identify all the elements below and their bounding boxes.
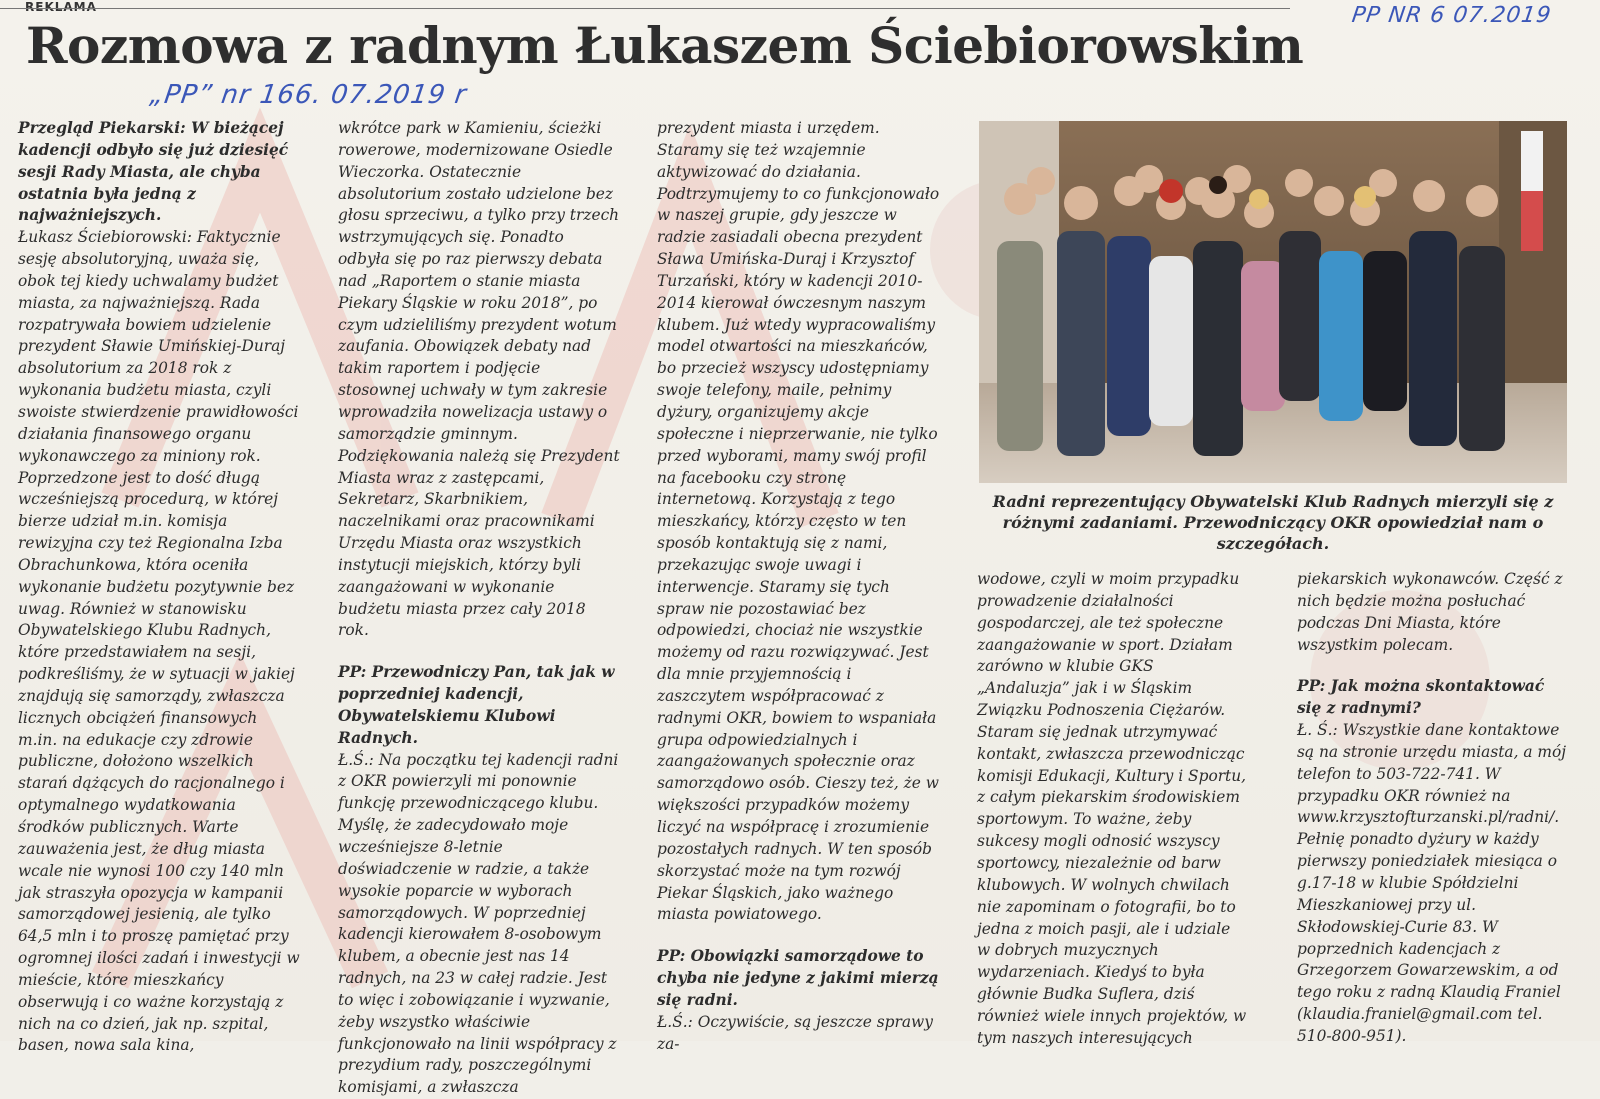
handwritten-note-right: PP NR 6 07.2019 <box>1350 3 1553 28</box>
group-photo <box>979 121 1567 483</box>
interview-answer: wodowe, czyli w moim przypadku prowadzenie działalności gospodarczej, ale też społeczne zaangażowanie w sport. Działam zarówno w klubie GKS „Andaluzja” jak i w Śląskim Związku Podnoszenia Ciężarów. Staram się jednak utrzymywać kontakt, zwłaszcza przewodnicząc komisji Edukacji, Kultury i Sportu, z całym piekarskim środowiskiem sportowym. To ważne, żeby sukcesy mogli odnosić wszyscy sportowcy, niezależnie od barw klubowych. W wolnych chwilach nie zapominam o fotografii, bo to jedna z moich pasji, ale i udziale w dobrych muzycznych wydarzeniach. Kiedyś to była głównie Budka Suflera, dziś również wiele innych projektów, w tym naszych interesujących <box>977 570 1247 1047</box>
paragraph-gap <box>338 642 620 662</box>
interview-answer: prezydent miasta i urzędem. Staramy się też wzajemnie aktywizować do działania. Podtrzymujemy to co funkcjonowało w naszej grupie, gdy jeszcze w radzie zasiadali obecna prezydent Sława Umińska-Duraj i Krzysztof Turzański, który w kadencji 2010-2014 kierował ówczesnym naszym klubem. Już wtedy wypracowaliśmy model otwartości na mieszkańców, bo przecież wszyscy udostępniamy swoje telefony, maile, pełnimy dyżury, organizujemy akcje społeczne i nieprzerwanie, nie tylko przed wyborami, mamy swój profil na facebooku czy stronę internetową. Korzystają z tego mieszkańcy, którzy często w ten sposób kontaktują się z nami, przekazując swoje uwagi i interwencje. Staramy się tych spraw nie pozostawiać bez odpowiedzi, chociaż nie wszystkie możemy od razu rozwiązywać. Jest dla mnie przyjemnością i zaszczytem współpracować z radnymi OKR, bowiem to wspaniała grupa odpowiedzialnych i zaangażowanych społecznie oraz samorządowo osób. Cieszy też, że w większości przypadków możemy liczyć na współpracę i zrozumienie pozostałych radnych. W ten sposób skorzystać może na tym rozwój Piekar Śląskich, jako ważnego miasta powiatowego. <box>657 119 940 924</box>
interview-question: PP: Jak można skontaktować się z radnymi? <box>1297 677 1545 718</box>
interview-answer: Ł.Ś.: Oczywiście, są jeszcze sprawy za- <box>657 1012 933 1053</box>
photo-caption: Radni reprezentujący Obywatelski Klub Radnych mierzyli się z różnymi zadaniami. Przewodniczący OKR opowiedział nam o szczegółach. <box>992 492 1554 553</box>
interview-question: Przegląd Piekarski: W bieżącej kadencji odbyło się już dziesięć sesji Rady Miasta, ale chyba ostatnia była jedną z najważniejszych. <box>18 119 289 225</box>
article-column-2 <box>338 118 620 1099</box>
top-rule <box>0 8 1290 9</box>
handwritten-note-left: „PP” nr 166. 07.2019 r <box>147 80 469 110</box>
interview-answer: Ł. Ś.: Wszystkie dane kontaktowe są na stronie urzędu miasta, a mój telefon to 503-722-741. W przypadku OKR również na www.krzysztofturzanski.pl/radni/. Pełnię ponadto dyżury w każdy pierwszy poniedziałek miesiąca o g.17-18 w klubie Spółdzielni Mieszkaniowej przy ul. Skłodowskiej-Curie 83. W poprzednich kadencjach z Grzegorzem Gowarzewskim, a od tego roku z radną Klaudią Franiel (klaudia.franiel@gmail.com tel. 510-800-951). <box>1297 721 1567 1045</box>
advertisement-label: REKLAMA <box>25 0 97 14</box>
headline: Rozmowa z radnym Łukaszem Ściebiorowskim <box>26 16 1304 75</box>
paragraph-gap <box>1297 656 1570 676</box>
interview-answer: wkrótce park w Kamieniu, ścieżki rowerowe, modernizowane Osiedle Wieczorka. Ostatecznie absolutorium zostało udzielone bez głosu sprzeciwu, a tylko przy trzech wstrzymujących się. Ponadto odbyła się po raz pierwszy debata nad „Raportem o stanie miasta Piekary Śląskie w roku 2018”, po czym udzieliliśmy prezydent wotum zaufania. Obowiązek debaty nad takim raportem i podjęcie stosownej uchwały w tym zakresie wprowadziła nowelizacja ustawy o samorządzie gminnym. Podziękowania należą się Prezydent Miasta wraz z zastępcami, Sekretarz, Skarbnikiem, naczelnikami oraz pracownikami Urzędu Miasta oraz wszystkich instytucji miejskich, którzy byli zaangażowani w wykonanie budżetu miasta przez cały 2018 rok. <box>338 119 620 640</box>
interview-question: PP: Przewodniczy Pan, tak jak w poprzedniej kadencji, Obywatelskiemu Klubowi Radnych. <box>338 663 615 747</box>
paragraph-gap <box>657 926 942 946</box>
group-photo-illustration <box>979 121 1567 483</box>
interview-question: PP: Obowiązki samorządowe to chyba nie jedyne z jakimi mierzą się radni. <box>657 947 939 1009</box>
article-column-5 <box>1297 569 1570 1048</box>
interview-answer: piekarskich wykonawców. Część z nich będzie można posłuchać podczas Dni Miasta, które wszystkim polecam. <box>1297 570 1563 654</box>
interview-answer: Ł.Ś.: Na początku tej kadencji radni z OKR powierzyli mi ponownie funkcję przewodniczącego klubu. Myślę, że zadecydowało moje wcześniejsze 8-letnie doświadczenie w radzie, a także wysokie poparcie w wyborach samorządowych. W poprzedniej kadencji kierowałem 8-osobowym klubem, a obecnie jest nas 14 radnych, na 23 w całej radzie. Jest to więc i zobowiązanie i wyzwanie, żeby wszystko właściwie funkcjonowało na linii współpracy z prezydium rady, poszczególnymi komisjami, a zwłaszcza <box>338 750 619 1097</box>
article-column-1 <box>18 118 300 1057</box>
article-column-3 <box>657 118 942 1055</box>
interview-answer: Łukasz Ściebiorowski: Faktycznie sesję absolutoryjną, uważa się, obok tej kiedy uchwalamy budżet miasta, za najważniejszą. Rada rozpatrywała bowiem udzielenie prezydent Sławie Umińskiej-Duraj absolutorium za 2018 rok z wykonania budżetu miasta, czyli swoiste stwierdzenie prawidłowości działania finansowego organu wykonawczego za miniony rok. Poprzedzone jest to dość długą wcześniejszą procedurą, w której bierze udział m.in. komisja rewizyjna czy też Regionalna Izba Obrachunkowa, która oceniła wykonanie budżetu pozytywnie bez uwag. Również w stanowisku Obywatelskiego Klubu Radnych, które przedstawiałem na sesji, podkreśliśmy, że w sytuacji w jakiej znajdują się samorządy, zwłaszcza licznych obciążeń finansowych m.in. na edukacje czy zdrowie publiczne, dołożono wszelkich starań dążących do racjonalnego i optymalnego wydatkowania środków publicznych. Warte zauważenia jest, że dług miasta wcale nie wynosi 100 czy 140 mln jak straszyła opozycja w kampanii samorządowej jesienią, ale tylko 64,5 mln i to proszę pamiętać przy ogromnej ilości zadań i inwestycji w mieście, które mieszkańcy obserwują i co ważne korzystają z nich na co dzień, jak np. szpital, basen, nowa sala kina, <box>18 228 300 1055</box>
article-column-4 <box>977 569 1247 1050</box>
